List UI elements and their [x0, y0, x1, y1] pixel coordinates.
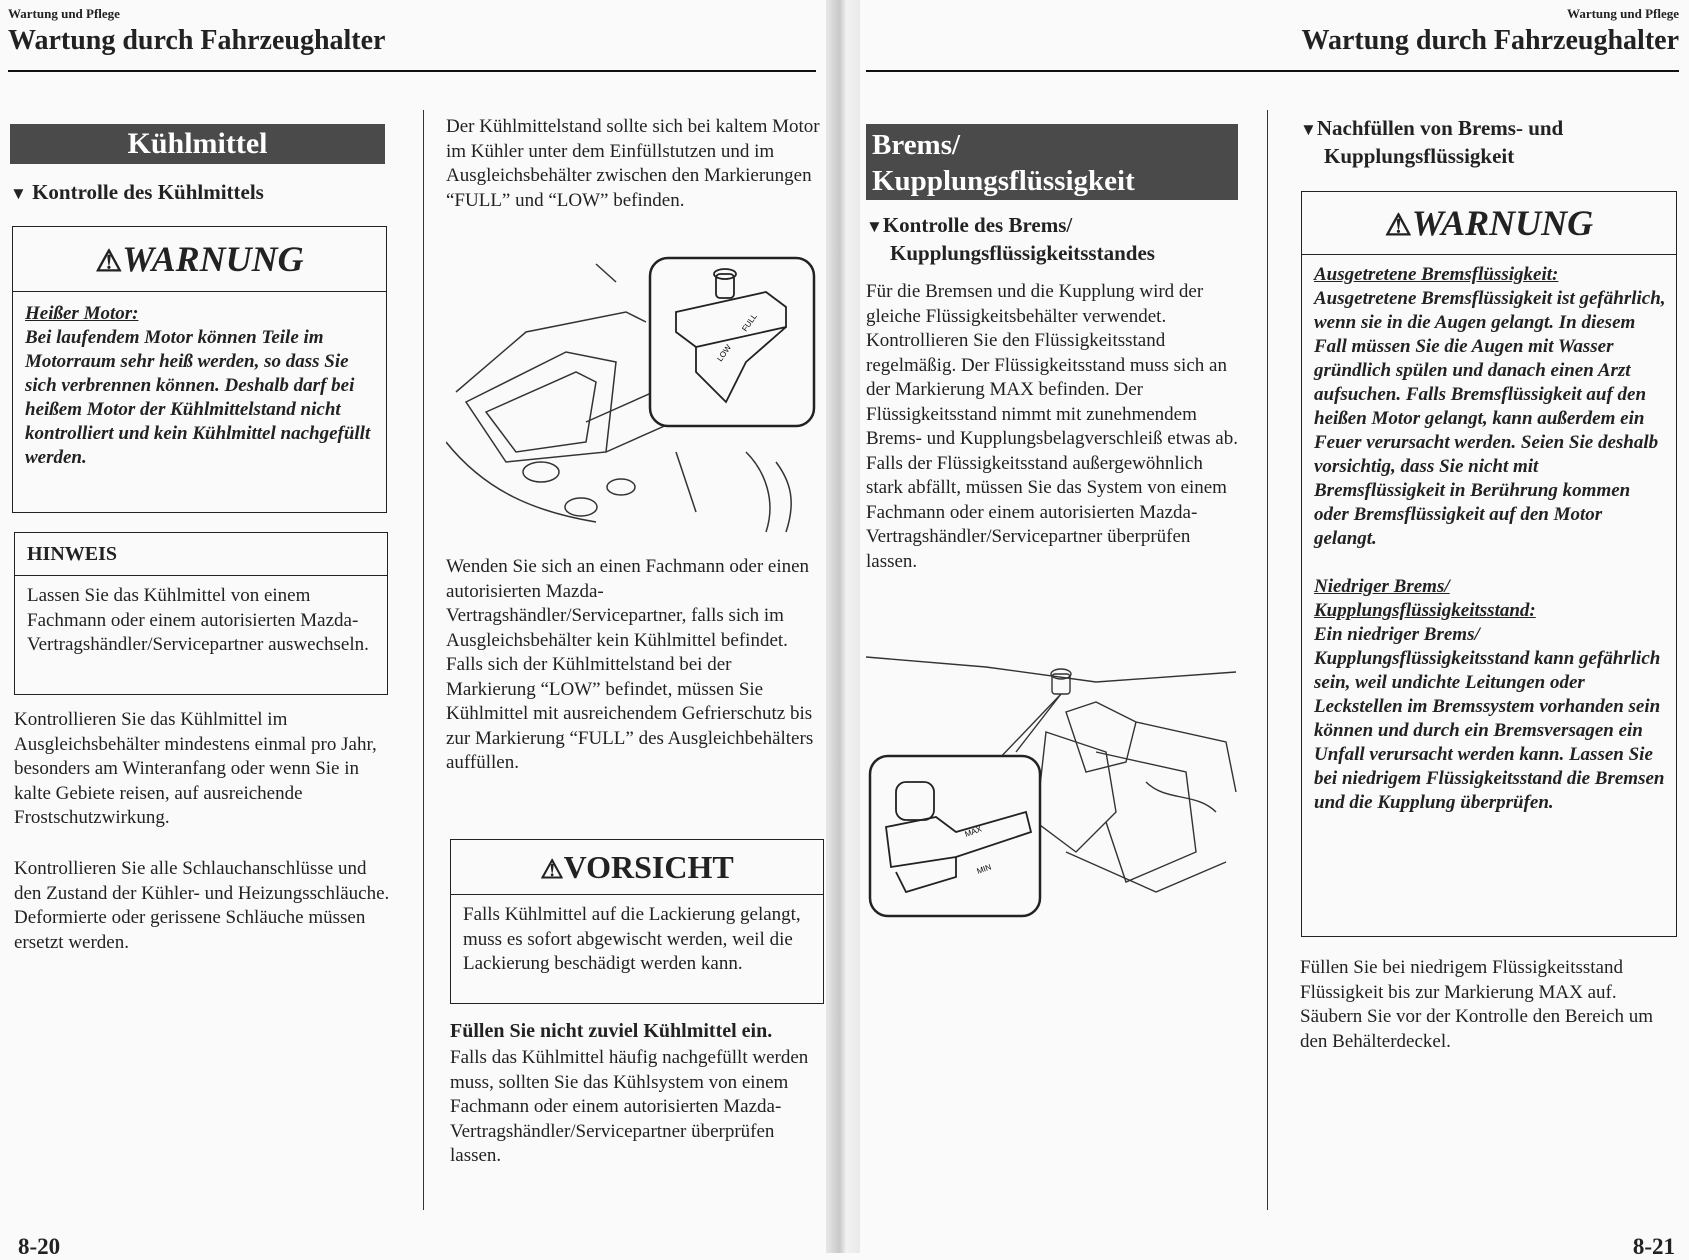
warning-box-header: [1302, 192, 1676, 255]
subheading-line1: Kontrolle des Brems/: [882, 213, 1073, 237]
chapter-label-right: Wartung und Pflege: [1567, 6, 1679, 21]
subheading2-line2: Kupplungsflüssigkeit: [1324, 144, 1515, 168]
caution-text: Falls Kühlmittel auf die Lackierung gelangt, muss es sofort abgewischt werden, weil die Lackierung beschädigt werden kann.: [463, 904, 801, 974]
subheading-text: Kontrolle des Kühlmittels: [32, 180, 264, 204]
paragraph-brake-level: Für die Bremsen und die Kupplung wird der gleiche Flüssigkeitsbehälter verwendet. Kontrollieren Sie den Flüssigkeitsstand regelmäßig. Der Flüssigkeitsstand muss sich an der Markierung MAX befinden. Der Flüssigkeitsstand nimmt mit zunehmendem Brems- und Kupplungsbelagverschleiß etwas ab. Falls der Flüssigkeitsstand außergewöhnlich stark abfällt, müssen Sie das System von einem Fachmann oder einem autorisierten Mazda-Vertragshändler/Servicepartner überprüfen lassen.: [866, 281, 1238, 572]
section-title-line1: Brems/: [872, 129, 961, 161]
paragraph-refill-coolant: Wenden Sie sich an einen Fachmann oder einen autorisierten Mazda-Vertragshändler/Servicepartner, falls sich im Ausgleichsbehälter kein Kühlmittel befindet. Falls sich der Kühlmittelstand bei der Markierung “LOW” befindet, müssen Sie Kühlmittel mit ausreichendem Gefrierschutz bis zur Markierung “FULL” des Ausgleichbehälters auffüllen.: [446, 556, 814, 773]
section-title-brake-fluid: [866, 124, 1238, 200]
coolant-reservoir-illustration: [446, 252, 816, 542]
warning-triangle-icon: ⚠: [95, 245, 123, 278]
warning-text-low-level: Ein niedriger Brems/ Kupplungsflüssigkeitsstand kann gefährlich sein, weil undichte Leitungen oder Leckstellen im Bremssystem vorhanden sein können und durch ein Bremsversagen ein Unfall verursacht werden kann. Lassen Sie bei niedrigem Flüssigkeitsstand die Bremsen und die Kupplung überprüfen.: [1314, 624, 1665, 813]
note-text: Lassen Sie das Kühlmittel von einem Fachmann oder einem autorisierten Mazda-Vertragshändler/Servicepartner auswechseln.: [27, 585, 369, 655]
page-number-left: 8-20: [18, 1234, 61, 1259]
zoom-callout-frame: [650, 258, 814, 426]
label-min: MIN: [975, 862, 993, 876]
caution-triangle-icon: ⚠: [540, 855, 564, 884]
subheading-coolant-check: [10, 180, 264, 205]
triangle-bullet-icon: ▼: [866, 217, 883, 236]
triangle-bullet-icon: ▼: [1300, 120, 1317, 139]
warning-box-header: [13, 227, 386, 292]
subheading2-line1: Nachfüllen von Brems- und: [1316, 116, 1564, 140]
section-title-line2: Kupplungsflüssigkeit: [872, 165, 1135, 197]
warning-heading: Heißer Motor:: [25, 303, 139, 324]
zoom-callout-frame: [870, 756, 1040, 916]
warning-label: WARNUNG: [1411, 203, 1594, 243]
paragraph-antifreeze: Kontrollieren Sie das Kühlmittel im Ausgleichsbehälter mindestens einmal pro Jahr, besonders am Winteranfang oder wenn Sie in kalte Gebiete reisen, auf ausreichende Frostschutzwirkung.: [14, 709, 377, 828]
note-label: HINWEIS: [15, 533, 387, 576]
header-rule-left: [8, 70, 816, 72]
warning-box-hot-engine: [12, 226, 387, 513]
warning-box-brake-fluid: [1301, 191, 1677, 937]
warning-label: WARNUNG: [122, 239, 304, 279]
paragraph-refill-brake: Füllen Sie bei niedrigem Flüssigkeitsstand Flüssigkeit bis zur Markierung MAX auf. Säubern Sie vor der Kontrolle den Bereich um den Behälterdeckel.: [1300, 957, 1653, 1052]
chapter-label-left: Wartung und Pflege: [8, 6, 120, 21]
paragraph-coolant-level: Der Kühlmittelstand sollte sich bei kaltem Motor im Kühler unter dem Einfüllstutzen und im Ausgleichsbehälter zwischen den Markierungen “FULL” und “LOW” befinden.: [446, 116, 820, 211]
warning-text: Bei laufendem Motor können Teile im Motorraum sehr heiß werden, so dass Sie sich verbrennen können. Deshalb darf bei heißem Motor der Kühlmittelstand nicht kontrolliert und kein Kühlmittel nachgefüllt werden.: [25, 327, 371, 468]
label-max: MAX: [963, 824, 983, 839]
warning-triangle-icon: ⚠: [1384, 209, 1412, 242]
subheading-refill-brake: [1300, 115, 1563, 170]
label-low: LOW: [715, 343, 734, 364]
page-number-right: 8-21: [1632, 1234, 1675, 1259]
caution-box: [450, 839, 824, 1004]
subheading-brake-check: [866, 212, 1155, 267]
caution-label: VORSICHT: [563, 849, 734, 885]
caution-box-header: [451, 840, 823, 895]
column-rule-left: [423, 110, 424, 1210]
page-title-right: Wartung durch Fahrzeughalter: [1301, 25, 1679, 56]
note-box: [14, 532, 388, 695]
warning-heading-low-level: Niedriger Brems/ Kupplungsflüssigkeitsstand:: [1314, 576, 1536, 621]
subheading-line2: Kupplungsflüssigkeitsstandes: [890, 241, 1155, 265]
bold-note-overfill: Füllen Sie nicht zuviel Kühlmittel ein.: [450, 1020, 773, 1042]
column-rule-right: [1267, 110, 1268, 1210]
book-gutter: [826, 0, 860, 1253]
label-full: FULL: [740, 311, 759, 334]
brake-reservoir-illustration: [866, 652, 1246, 922]
paragraph-frequent-refill: Falls das Kühlmittel häufig nachgefüllt werden muss, sollten Sie das Kühlsystem von einem Fachmann oder einem autorisierten Mazda-Vertragshändler/Servicepartner überprüfen lassen.: [450, 1047, 809, 1166]
header-rule-right: [866, 70, 1679, 72]
warning-heading-leak: Ausgetretene Bremsflüssigkeit:: [1314, 264, 1559, 285]
warning-text-leak: Ausgetretene Bremsflüssigkeit ist gefährlich, wenn sie in die Augen gelangt. In diesem Fall müssen Sie die Augen mit Wasser gründlich spülen und danach einen Arzt aufsuchen. Falls Bremsflüssigkeit auf den heißen Motor gelangt, kann außerdem ein Feuer verursacht werden. Seien Sie deshalb vorsichtig, dass Sie nicht mit Bremsflüssigkeit in Berührung kommen oder Bremsflüssigkeit auf den Motor gelangt.: [1314, 288, 1666, 549]
triangle-bullet-icon: ▼: [10, 184, 27, 203]
paragraph-hoses: Kontrollieren Sie alle Schlauchanschlüsse und den Zustand der Kühler- und Heizungsschläuche. Deformierte oder gerissene Schläuche müssen ersetzt werden.: [14, 858, 390, 953]
page-title-left: Wartung durch Fahrzeughalter: [8, 25, 386, 56]
section-title-coolant: Kühlmittel: [10, 124, 385, 164]
